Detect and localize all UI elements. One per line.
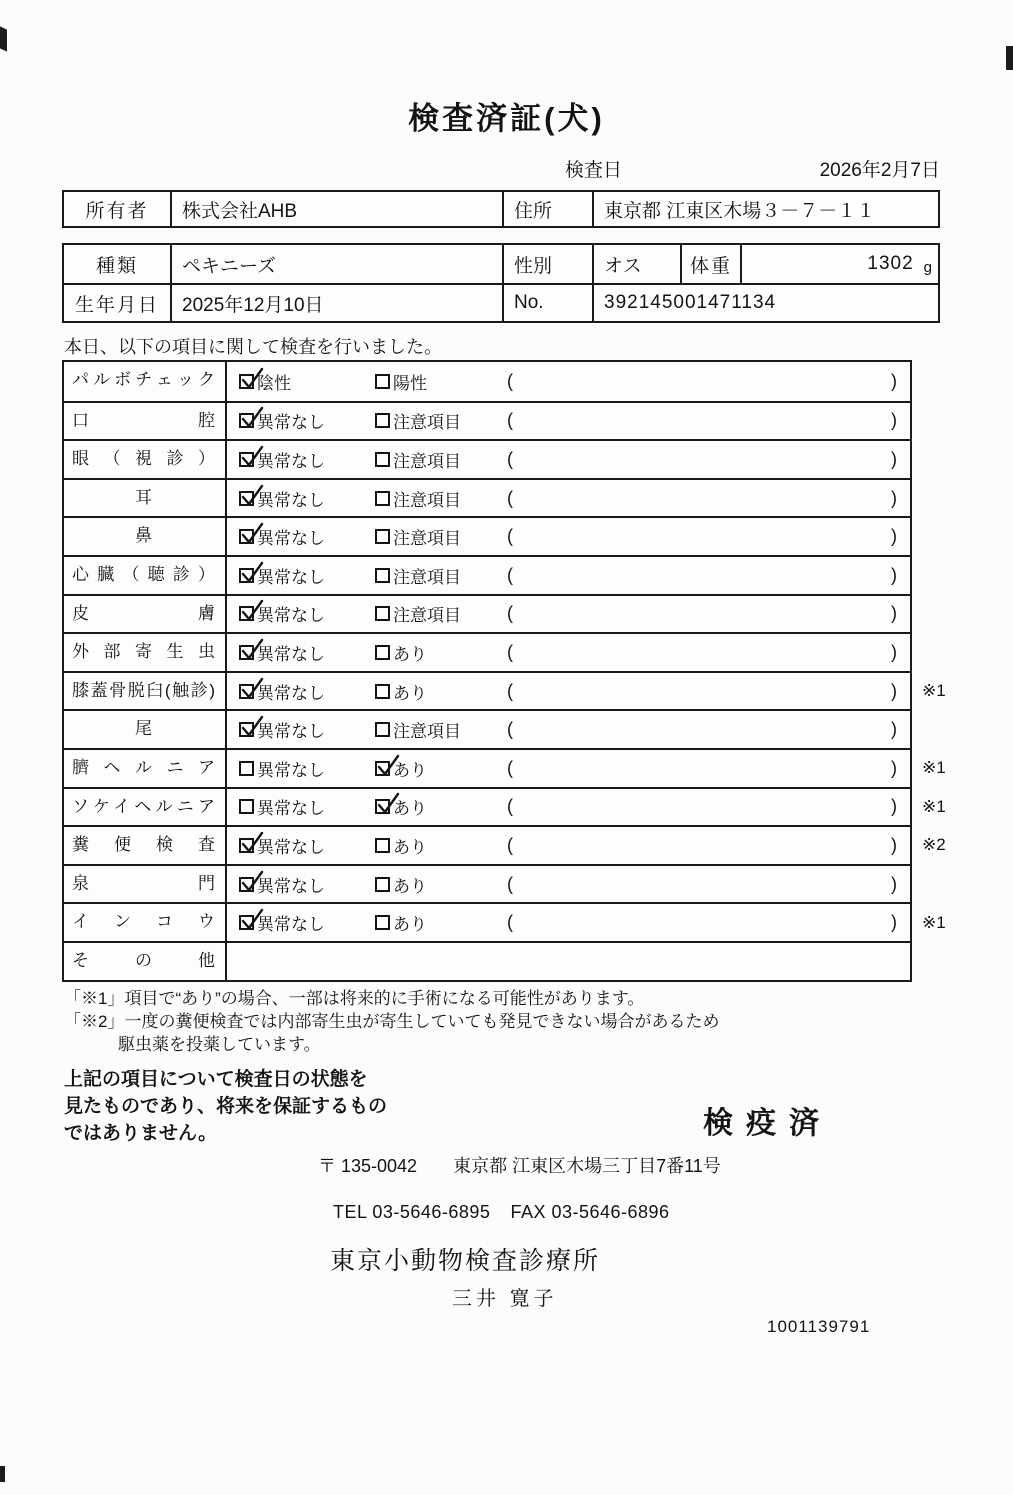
exam-opt2 (375, 910, 507, 935)
exam-opt1 (239, 717, 375, 742)
exam-remarks-field (507, 526, 910, 547)
clinic-contact-line (333, 1202, 670, 1223)
exam-opt2 (375, 524, 507, 549)
exam-opt1-label: 異常なし (257, 799, 325, 819)
exam-opt2 (375, 640, 507, 665)
exam-opt2 (375, 756, 507, 781)
check-mark-icon (238, 714, 264, 740)
exam-row (64, 864, 910, 903)
exam-opt1 (239, 794, 375, 819)
check-mark-icon (238, 637, 264, 663)
exam-opt1-label: 異常なし (257, 451, 325, 471)
exam-row-content (227, 557, 910, 594)
exam-row-content (227, 789, 910, 826)
open-paren: ( (507, 487, 513, 508)
exam-remarks-field (507, 371, 910, 392)
exam-opt1 (239, 563, 375, 588)
exam-row-note: ※1 (922, 681, 946, 701)
exam-remarks-field (507, 603, 910, 624)
exam-opt2-label: 注意項目 (393, 529, 461, 549)
exam-row-content (227, 866, 910, 903)
exam-row-label: 鼻 (64, 518, 227, 555)
exam-opt2 (375, 369, 507, 394)
exam-remarks-field (507, 835, 910, 856)
intro-text: 本日、以下の項目に関して検査を行いました。 (64, 337, 442, 357)
clinic-address: 東京都 江東区木場三丁目7番11号 (453, 1156, 721, 1176)
owner-table (62, 190, 940, 228)
open-paren: ( (507, 757, 513, 778)
check-mark-icon (374, 791, 400, 817)
exam-opt2-checkbox (375, 568, 390, 583)
exam-remarks-field (507, 449, 910, 470)
exam-remarks-field (507, 796, 910, 817)
exam-opt2-label: あり (393, 760, 427, 780)
exam-opt1-label: 異常なし (257, 490, 325, 510)
inspection-date-value: 2026年2月7日 (819, 160, 940, 181)
close-paren: ) (891, 641, 897, 662)
exam-opt2-label: あり (393, 799, 427, 819)
exam-opt2-label: あり (393, 915, 427, 935)
exam-opt2-checkbox (375, 645, 390, 660)
close-paren: ) (891, 719, 897, 740)
pet-info-row-2 (64, 283, 938, 321)
close-paren: ) (891, 410, 897, 431)
exam-row-content (227, 634, 910, 671)
close-paren: ) (891, 834, 897, 855)
pet-info-row-1 (64, 245, 938, 283)
exam-opt2-label: 注意項目 (393, 567, 461, 587)
disclaimer-line-2: 見たものであり、将来を保証するもの (64, 1096, 388, 1117)
exam-row (64, 902, 946, 941)
exam-row (64, 555, 910, 594)
exam-remarks-field (507, 912, 910, 933)
exam-row (64, 941, 910, 980)
exam-opt1-checkbox (239, 838, 254, 853)
exam-opt2-label: あり (393, 876, 427, 896)
footnotes (64, 987, 719, 1056)
exam-row-label: 尾 (64, 711, 227, 748)
exam-opt2-checkbox (375, 452, 390, 467)
exam-row-content (227, 403, 910, 440)
check-mark-icon (238, 444, 264, 470)
exam-opt1-checkbox (239, 645, 254, 660)
exam-opt2-checkbox (375, 491, 390, 506)
clinic-address-line (318, 1152, 721, 1178)
close-paren: ) (891, 873, 897, 894)
exam-opt1-checkbox (239, 877, 254, 892)
exam-opt1 (239, 408, 375, 433)
exam-opt2 (375, 833, 507, 858)
check-mark-icon (238, 907, 264, 933)
check-mark-icon (238, 483, 264, 509)
exam-opt1 (239, 872, 375, 897)
open-paren: ( (507, 680, 513, 701)
exam-opt1 (239, 833, 375, 858)
exam-row (64, 478, 910, 517)
check-mark-icon (238, 521, 264, 547)
exam-remarks-field (507, 719, 910, 740)
weight-unit: g (923, 258, 932, 276)
breed-label: 種類 (95, 255, 138, 277)
owner-value: 株式会社AHB (170, 192, 502, 226)
inspection-date-row (565, 155, 940, 182)
exam-opt1-label: 異常なし (257, 915, 325, 935)
exam-opt2-checkbox (375, 684, 390, 699)
exam-row-content (227, 673, 910, 710)
exam-row-note: ※1 (922, 758, 946, 778)
close-paren: ) (891, 564, 897, 585)
check-mark-icon (238, 405, 264, 431)
check-mark-icon (238, 676, 264, 702)
exam-row-label: 皮膚 (64, 596, 227, 633)
exam-row-note: ※1 (922, 796, 946, 816)
serial-number: 1001139791 (767, 1317, 871, 1336)
exam-row-label: インコウ (64, 904, 227, 941)
exam-opt2 (375, 717, 507, 742)
close-paren: ) (891, 370, 897, 391)
exam-row-label: 口腔 (64, 403, 227, 440)
sex-value: オス (592, 245, 680, 283)
open-paren: ( (507, 912, 513, 933)
exam-row (64, 362, 910, 401)
exam-row (64, 632, 910, 671)
exam-remarks-field (507, 565, 910, 586)
close-paren: ) (891, 448, 897, 469)
exam-opt1-label: 異常なし (257, 760, 325, 780)
exam-row (64, 748, 946, 787)
sex-label: 性別 (502, 245, 592, 283)
owner-row (64, 192, 938, 226)
exam-opt1-checkbox (239, 374, 254, 389)
open-paren: ( (507, 564, 513, 585)
exam-opt1 (239, 369, 375, 394)
exam-opt1-label: 異常なし (257, 876, 325, 896)
exam-opt2 (375, 601, 507, 626)
exam-row-content (227, 518, 910, 555)
scan-artifact (0, 26, 7, 51)
exam-table-body (64, 362, 946, 980)
exam-opt1 (239, 640, 375, 665)
exam-opt1 (239, 447, 375, 472)
exam-row-label: 眼（視診） (64, 441, 227, 478)
exam-remarks-field (507, 758, 910, 779)
birthdate-value: 2025年12月10日 (170, 285, 502, 321)
close-paren: ) (891, 757, 897, 778)
exam-row-content (227, 596, 910, 633)
exam-row-label: 膝蓋骨脱臼(触診) (64, 673, 227, 710)
exam-row (64, 787, 946, 826)
weight-label: 体重 (680, 245, 740, 283)
exam-opt2-label: 注意項目 (393, 722, 461, 742)
weight-value-cell (740, 245, 942, 283)
exam-opt1-label: 異常なし (257, 413, 325, 433)
address-label: 住所 (502, 192, 592, 226)
open-paren: ( (507, 873, 513, 894)
address-value: 東京都 江東区木場３－７－１１ (592, 192, 942, 226)
exam-opt2-checkbox (375, 761, 390, 776)
veterinarian-name: 三井 寛子 (452, 1288, 558, 1310)
exam-remarks-field (507, 642, 910, 663)
check-mark-icon (238, 366, 264, 392)
exam-opt2-checkbox (375, 877, 390, 892)
exam-opt1-checkbox (239, 761, 254, 776)
footnote-2-continued: 駆虫薬を投薬しています。 (118, 1035, 321, 1054)
exam-opt2 (375, 679, 507, 704)
exam-row-label: 糞便検査 (64, 827, 227, 864)
id-number-value: 392145001471134 (592, 285, 942, 321)
exam-row-label: 外部寄生虫 (64, 634, 227, 671)
exam-row-content (227, 362, 910, 401)
exam-row (64, 401, 910, 440)
exam-opt1-checkbox (239, 568, 254, 583)
exam-opt1 (239, 679, 375, 704)
exam-row-label: 臍ヘルニア (64, 750, 227, 787)
exam-opt2-label: 注意項目 (393, 413, 461, 433)
exam-opt2-label: あり (393, 644, 427, 664)
disclaimer-line-3: ではありません。 (64, 1123, 218, 1144)
exam-opt2-checkbox (375, 374, 390, 389)
exam-row-label: パルボチェック (64, 362, 227, 401)
open-paren: ( (507, 796, 513, 817)
open-paren: ( (507, 448, 513, 469)
exam-opt1-label: 異常なし (257, 606, 325, 626)
exam-row-content (227, 711, 910, 748)
exam-remarks-field (507, 681, 910, 702)
clinic-tel: TEL 03-5646-6895 (333, 1202, 491, 1222)
open-paren: ( (507, 719, 513, 740)
open-paren: ( (507, 370, 513, 391)
exam-row-content (227, 480, 910, 517)
exam-opt1-checkbox (239, 684, 254, 699)
inspection-date-label: 検査日 (565, 160, 623, 181)
exam-opt1-label: 異常なし (257, 722, 325, 742)
exam-opt2-label: 注意項目 (393, 490, 461, 510)
exam-row-note: ※2 (922, 835, 946, 855)
exam-row-label: 心臓（聴診） (64, 557, 227, 594)
close-paren: ) (891, 680, 897, 701)
exam-opt1 (239, 524, 375, 549)
check-mark-icon (238, 830, 264, 856)
exam-row (64, 709, 910, 748)
footnote-2: 「※2」一度の糞便検査では内部寄生虫が寄生していても発見できない場合があるため (64, 1012, 720, 1031)
exam-opt1-checkbox (239, 915, 254, 930)
exam-opt1-checkbox (239, 452, 254, 467)
exam-opt2-label: 注意項目 (393, 606, 461, 626)
exam-opt2 (375, 872, 507, 897)
owner-label: 所有者 (85, 200, 149, 222)
check-mark-icon (238, 598, 264, 624)
scan-artifact (0, 1466, 5, 1482)
footnote-1: 「※1」項目で“あり”の場合、一部は将来的に手術になる可能性があります。 (64, 989, 645, 1008)
exam-opt1 (239, 756, 375, 781)
exam-opt2-label: 陽性 (393, 373, 427, 393)
exam-opt1-checkbox (239, 529, 254, 544)
pet-info-table (62, 243, 940, 323)
exam-row (64, 516, 910, 555)
exam-opt1-checkbox (239, 799, 254, 814)
exam-row-content (227, 750, 910, 787)
exam-row (64, 671, 946, 710)
exam-opt2 (375, 563, 507, 588)
exam-opt2-checkbox (375, 413, 390, 428)
exam-opt2-checkbox (375, 915, 390, 930)
exam-opt1-label: 異常なし (257, 567, 325, 587)
open-paren: ( (507, 641, 513, 662)
breed-value: ペキニーズ (170, 245, 502, 283)
exam-opt1-checkbox (239, 606, 254, 621)
exam-opt1-checkbox (239, 413, 254, 428)
exam-opt2-checkbox (375, 722, 390, 737)
exam-opt2-checkbox (375, 799, 390, 814)
exam-row-content (227, 441, 910, 478)
check-mark-icon (238, 869, 264, 895)
clinic-name: 東京小動物検査診療所 (330, 1247, 601, 1275)
scan-artifact (1006, 46, 1013, 70)
exam-row-label: ソケイヘルニア (64, 789, 227, 826)
exam-opt1 (239, 910, 375, 935)
quarantine-stamp: 検疫済 (703, 1107, 832, 1140)
exam-opt1-label: 異常なし (257, 683, 325, 703)
close-paren: ) (891, 603, 897, 624)
exam-opt2-checkbox (375, 838, 390, 853)
exam-row-label: その他 (64, 943, 227, 980)
id-number-label: No. (502, 285, 592, 321)
exam-row (64, 439, 910, 478)
exam-remarks-field (507, 410, 910, 431)
exam-row-label: 耳 (64, 480, 227, 517)
exam-remarks-field (507, 488, 910, 509)
page-title: 検査済証(犬) (408, 101, 605, 136)
exam-opt2 (375, 486, 507, 511)
check-mark-icon (238, 560, 264, 586)
exam-row-content (227, 904, 910, 941)
close-paren: ) (891, 796, 897, 817)
exam-row-content (227, 943, 910, 980)
exam-opt1-checkbox (239, 722, 254, 737)
postal-code: 〒 135-0042 (318, 1156, 418, 1176)
close-paren: ) (891, 912, 897, 933)
close-paren: ) (891, 487, 897, 508)
exam-opt2-label: 注意項目 (393, 451, 461, 471)
exam-table (62, 360, 946, 982)
exam-opt1 (239, 486, 375, 511)
exam-opt2-checkbox (375, 606, 390, 621)
exam-row-content (227, 827, 910, 864)
exam-opt1-label: 異常なし (257, 837, 325, 857)
open-paren: ( (507, 603, 513, 624)
exam-opt2 (375, 447, 507, 472)
disclaimer (64, 1066, 387, 1147)
exam-opt2-checkbox (375, 529, 390, 544)
exam-opt2 (375, 408, 507, 433)
exam-opt1-label: 異常なし (257, 529, 325, 549)
exam-row (64, 594, 910, 633)
open-paren: ( (507, 410, 513, 431)
exam-row (64, 825, 946, 864)
exam-opt2-label: あり (393, 837, 427, 857)
open-paren: ( (507, 834, 513, 855)
exam-opt1-label: 陰性 (257, 373, 291, 393)
weight-value: 1302 (867, 253, 914, 274)
exam-row-note: ※1 (922, 912, 946, 932)
exam-remarks-field (507, 874, 910, 895)
birthdate-label: 生年月日 (74, 294, 159, 316)
exam-opt2-label: あり (393, 683, 427, 703)
exam-opt2 (375, 794, 507, 819)
exam-opt1 (239, 601, 375, 626)
close-paren: ) (891, 526, 897, 547)
exam-opt1-checkbox (239, 491, 254, 506)
clinic-fax: FAX 03-5646-6896 (510, 1202, 670, 1222)
check-mark-icon (374, 753, 400, 779)
disclaimer-line-1: 上記の項目について検査日の状態を (64, 1069, 368, 1090)
exam-opt1-label: 異常なし (257, 644, 325, 664)
exam-row-label: 泉門 (64, 866, 227, 903)
open-paren: ( (507, 526, 513, 547)
